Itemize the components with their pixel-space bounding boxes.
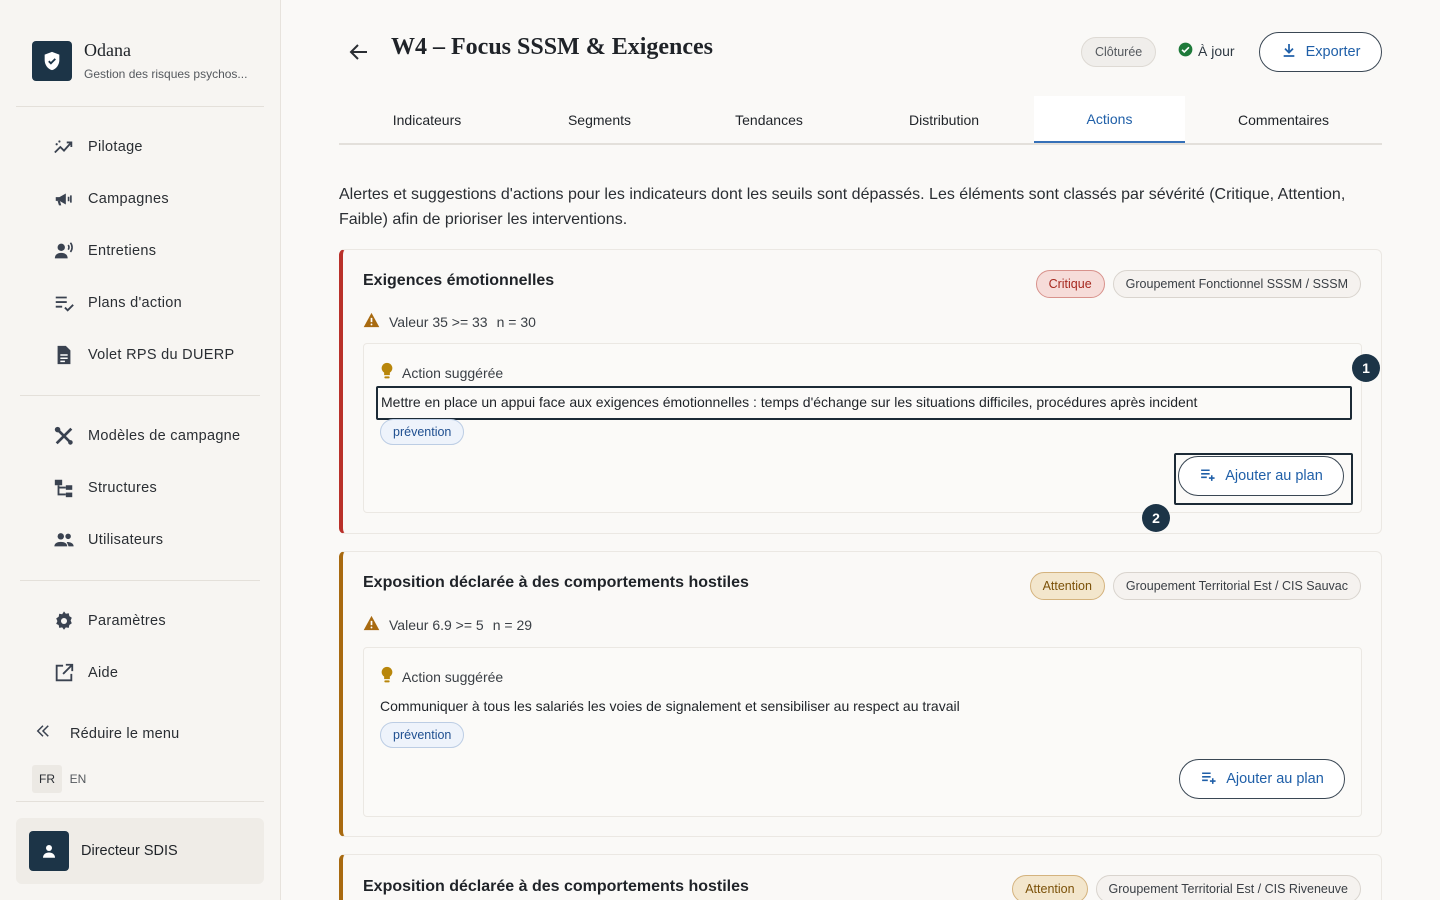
page-title: W4 – Focus SSSM & Exigences [391, 34, 714, 60]
alert-title: Exposition déclarée à des comportements hostiles [363, 878, 749, 895]
arrow-left-icon [347, 40, 371, 64]
sidebar [0, 0, 281, 900]
record-voice-icon [52, 239, 76, 263]
suggestion-box [363, 343, 1362, 513]
alert-title: Exigences émotionnelles [363, 272, 555, 289]
severity-badge: Attention [1012, 875, 1087, 900]
sidebar-item-duerp[interactable] [52, 343, 234, 367]
value-text: Valeur 35 >= 33 [389, 313, 488, 330]
suggestion-text: Communiquer à tous les salariés les voies de signalement et sensibiliser au respect au travail [380, 698, 960, 714]
checklist-icon [52, 291, 76, 315]
suggestion-label: Action suggérée [402, 668, 504, 685]
brand-name: Odana [84, 40, 131, 60]
sidebar-item-campagnes[interactable] [52, 187, 169, 211]
lang-en-button[interactable]: EN [69, 772, 87, 786]
sidebar-divider [20, 395, 260, 396]
sidebar-item-plans-action[interactable] [52, 291, 182, 315]
export-label: Exporter [1305, 44, 1361, 60]
lightbulb-icon [380, 362, 394, 383]
playlist-add-icon [1199, 466, 1216, 487]
sample-size: n = 30 [496, 313, 536, 330]
sidebar-item-structures[interactable] [52, 476, 157, 500]
lang-fr-button[interactable]: FR [32, 765, 62, 793]
sample-size: n = 29 [492, 616, 533, 633]
users-icon [52, 528, 76, 552]
alert-value [363, 312, 536, 331]
severity-badge: Attention [1030, 572, 1105, 600]
add-to-plan-button[interactable] [1178, 456, 1344, 496]
alert-card [339, 551, 1382, 837]
add-to-plan-label: Ajouter au plan [1226, 771, 1324, 787]
tools-icon [52, 424, 76, 448]
step-marker: 2 [1142, 504, 1170, 532]
user-name: Directeur SDIS [81, 843, 178, 859]
sidebar-item-label: Plans d'action [88, 295, 183, 311]
sidebar-divider [20, 580, 260, 581]
sidebar-item-utilisateurs[interactable] [52, 528, 163, 552]
double-chevron-left-icon [34, 722, 52, 745]
alert-title: Exposition déclarée à des comportements hostiles [363, 574, 749, 591]
tab-actions[interactable]: Actions [1034, 96, 1185, 143]
severity-badge: Critique [1036, 270, 1105, 298]
sidebar-item-entretiens[interactable] [52, 239, 156, 263]
collapse-menu-button[interactable] [34, 722, 179, 745]
sidebar-item-label: Paramètres [88, 613, 166, 629]
playlist-add-icon [1200, 769, 1217, 790]
check-circle-icon [1178, 42, 1193, 60]
chart-trend-icon [52, 135, 76, 159]
download-icon [1281, 42, 1297, 62]
sidebar-item-label: Entretiens [88, 243, 157, 259]
group-badge: Groupement Fonctionnel SSSM / SSSM [1113, 270, 1361, 298]
lightbulb-icon [380, 666, 394, 687]
hierarchy-icon [52, 476, 76, 500]
sidebar-divider [16, 106, 264, 107]
sidebar-item-label: Volet RPS du DUERP [88, 347, 235, 363]
collapse-menu-label: Réduire le menu [70, 725, 180, 742]
warning-icon [363, 312, 380, 331]
tab-segments[interactable]: Segments [567, 111, 632, 128]
category-tag: prévention [380, 419, 464, 445]
alert-value [363, 615, 532, 634]
sidebar-divider [16, 801, 264, 802]
step-marker: 1 [1352, 354, 1380, 382]
person-icon [29, 831, 69, 871]
suggestion-header [380, 666, 503, 687]
sidebar-item-modeles[interactable] [52, 424, 240, 448]
tab-bar [339, 96, 1382, 145]
group-badge: Groupement Territorial Est / CIS Riveneuve [1096, 875, 1361, 900]
export-button[interactable] [1259, 32, 1382, 72]
megaphone-icon [52, 187, 76, 211]
tab-distribution[interactable]: Distribution [908, 111, 980, 128]
back-button[interactable] [347, 40, 371, 64]
category-tag: prévention [380, 722, 464, 748]
intro-text: Alertes et suggestions d'actions pour les indicateurs dont les seuils sont dépassés. Les éléments sont classés par sévérité (Critique, Attention, Faible) afin de prioriser les interventions. [339, 186, 1346, 228]
document-icon [52, 343, 76, 367]
sidebar-item-label: Campagnes [88, 191, 169, 207]
suggestion-text: Mettre en place un appui face aux exigences émotionnelles : temps d'échange sur les situations difficiles, procédures après incident [376, 386, 1352, 420]
status-badge: Clôturée [1081, 37, 1156, 67]
suggestion-box [363, 647, 1362, 817]
alert-card [339, 249, 1382, 534]
tab-tendances[interactable]: Tendances [735, 111, 803, 128]
alert-card [339, 854, 1382, 900]
warning-icon [363, 615, 380, 634]
value-text: Valeur 6.9 >= 5 [389, 616, 484, 633]
tab-commentaires[interactable]: Commentaires [1237, 111, 1330, 128]
suggestion-label: Action suggérée [402, 364, 504, 381]
sync-status-label: À jour [1198, 43, 1235, 59]
sidebar-item-label: Aide [88, 665, 119, 681]
suggestion-header [380, 362, 503, 383]
sidebar-item-label: Utilisateurs [88, 532, 164, 548]
add-to-plan-label: Ajouter au plan [1225, 468, 1323, 484]
group-badge: Groupement Territorial Est / CIS Sauvac [1113, 572, 1361, 600]
sidebar-item-label: Modèles de campagne [88, 428, 241, 444]
brand-subtitle: Gestion des risques psychos... [84, 67, 248, 81]
sidebar-item-label: Structures [88, 480, 158, 496]
sidebar-item-parametres[interactable] [52, 609, 166, 633]
user-menu[interactable] [16, 818, 264, 884]
external-link-icon [52, 661, 76, 685]
sync-status [1178, 42, 1235, 60]
sidebar-item-pilotage[interactable] [52, 135, 143, 159]
tab-indicateurs[interactable]: Indicateurs [392, 111, 462, 128]
add-to-plan-button[interactable] [1179, 759, 1345, 799]
sidebar-item-aide[interactable] [52, 661, 118, 685]
shield-check-icon [32, 41, 72, 81]
sidebar-item-label: Pilotage [88, 139, 143, 155]
brand[interactable] [32, 41, 247, 81]
gear-icon [52, 609, 76, 633]
